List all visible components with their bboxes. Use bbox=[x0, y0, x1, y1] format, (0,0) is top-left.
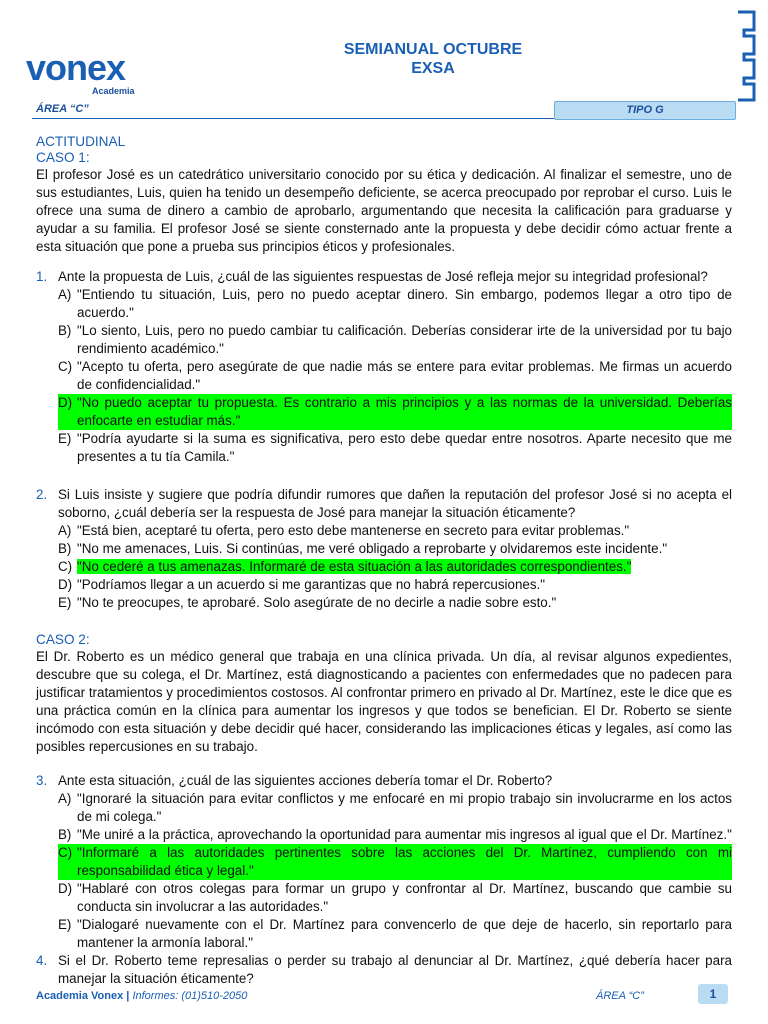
option-text: "Hablaré con otros colegas para formar un grupo y confrontar al Dr. Martínez, buscando que cambie su conducta sin involucrar a las autoridades." bbox=[77, 881, 732, 914]
question-text: Si Luis insiste y sugiere que podría difundir rumores que dañen la reputación del profesor José si no acepta el soborno, ¿cuál debería ser la respuesta de José para manejar la situación éticamente? bbox=[58, 487, 732, 520]
exam-title-line2: EXSA bbox=[411, 60, 455, 77]
footer-informes: Informes: (01)510-2050 bbox=[132, 990, 248, 1002]
option-c bbox=[58, 358, 732, 394]
option-text: "Informaré a las autoridades pertinentes sobre las acciones del Dr. Martínez, cumpliendo con mi responsabilidad ética y legal." bbox=[77, 845, 732, 878]
option-letter: D) bbox=[58, 395, 73, 410]
option-letter: E) bbox=[58, 595, 72, 610]
option-text: "Me uniré a la práctica, aprovechando la oportunidad para aumentar mis ingresos al igual que el Dr. Martínez." bbox=[77, 827, 732, 842]
footer-brand: Academia Vonex bbox=[36, 990, 124, 1002]
question-number: 2. bbox=[36, 487, 48, 502]
question-2 bbox=[36, 486, 732, 612]
question-number: 3. bbox=[36, 773, 48, 788]
header-rule bbox=[32, 118, 554, 119]
option-letter: C) bbox=[58, 845, 73, 860]
option-d bbox=[58, 880, 732, 916]
question-3 bbox=[36, 772, 732, 952]
area-label: ÁREA “C” bbox=[36, 103, 89, 115]
footer-separator: | bbox=[126, 990, 130, 1002]
question-text: Ante esta situación, ¿cuál de las siguientes acciones debería tomar el Dr. Roberto? bbox=[58, 773, 553, 788]
logo-small-text: Academia bbox=[92, 86, 135, 96]
option-text: "Podría ayudarte si la suma es significativa, pero esto debe quedar entre nosotros. Aparte necesito que me presentes a tu tía Camila." bbox=[77, 431, 732, 464]
option-a bbox=[58, 790, 732, 826]
case1-label: CASO 1: bbox=[36, 150, 90, 165]
option-e bbox=[58, 594, 732, 612]
option-a bbox=[58, 286, 732, 322]
corner-bracket-decoration-icon bbox=[734, 8, 758, 104]
option-c-highlighted bbox=[58, 558, 732, 576]
option-b bbox=[58, 826, 732, 844]
case2-label: CASO 2: bbox=[36, 632, 90, 647]
option-d-highlighted bbox=[58, 394, 732, 430]
page-number: 1 bbox=[698, 984, 728, 1004]
option-e bbox=[58, 916, 732, 952]
option-c-highlighted bbox=[58, 844, 732, 880]
option-letter: A) bbox=[58, 287, 72, 302]
logo-main-text: vonex bbox=[26, 47, 126, 88]
option-b bbox=[58, 540, 732, 558]
option-letter: E) bbox=[58, 917, 72, 932]
option-text: "Podríamos llegar a un acuerdo si me garantizas que no habrá repercusiones." bbox=[77, 577, 546, 592]
option-letter: E) bbox=[58, 431, 72, 446]
option-text: "No me amenaces, Luis. Si continúas, me veré obligado a reprobarte y olvidaremos este incidente." bbox=[77, 541, 668, 556]
option-e bbox=[58, 430, 732, 466]
option-letter: C) bbox=[58, 359, 73, 374]
option-letter: D) bbox=[58, 577, 73, 592]
option-b bbox=[58, 322, 732, 358]
question-4 bbox=[36, 952, 732, 988]
case1-text: El profesor José es un catedrático universitario conocido por su ética y dedicación. Al finalizar el semestre, uno de sus estudiantes, Luis, quien ha tenido un desempeño deficiente, se acerca preocupado por reprobar el curso. Luis le ofrece una suma de dinero a cambio de aprobarlo, argumentando que necesita la calificación para graduarse y ayudar a su familia. El profesor José se siente consternado ante la propuesta y debe decidir cómo actuar frente a esta situación que pone a prueba sus principios éticos y profesionales. bbox=[36, 167, 732, 254]
option-letter: A) bbox=[58, 791, 72, 806]
question-text: Si el Dr. Roberto teme represalias o perder su trabajo al denunciar al Dr. Martínez, ¿qué debería hacer para manejar la situación éticamente? bbox=[58, 953, 732, 986]
question-number: 4. bbox=[36, 953, 48, 968]
tipo-badge: TIPO G bbox=[554, 101, 736, 120]
question-number: 1. bbox=[36, 269, 48, 284]
option-text: "Está bien, aceptaré tu oferta, pero esto debe mantenerse en secreto para evitar problemas." bbox=[77, 523, 630, 538]
option-text: "Acepto tu oferta, pero asegúrate de que nadie más se entere para evitar problemas. Me firmas un acuerdo de confidencialidad." bbox=[77, 359, 732, 392]
exam-content bbox=[36, 134, 732, 988]
option-a bbox=[58, 522, 732, 540]
exam-title bbox=[250, 40, 616, 78]
option-text: "No puedo aceptar tu propuesta. Es contrario a mis principios y a las normas de la universidad. Deberías enfocarte en estudiar más." bbox=[77, 395, 732, 428]
exam-title-line1: SEMIANUAL OCTUBRE bbox=[343, 41, 523, 58]
option-text: "Dialogaré nuevamente con el Dr. Martínez para convencerlo de que deje de hacerlo, sin reportarlo para mantener la armonía laboral." bbox=[77, 917, 732, 950]
option-d bbox=[58, 576, 732, 594]
section-label: ACTITUDINAL bbox=[36, 134, 126, 149]
option-text: "No te preocupes, te aprobaré. Solo asegúrate de no decirle a nadie sobre esto." bbox=[77, 595, 557, 610]
question-text: Ante la propuesta de Luis, ¿cuál de las siguientes respuestas de José refleja mejor su integridad profesional? bbox=[58, 269, 708, 284]
option-text: "Ignoraré la situación para evitar conflictos y me enfocaré en mi propio trabajo sin involucrarme en los actos de mi colega." bbox=[77, 791, 732, 824]
question-1 bbox=[36, 268, 732, 466]
option-letter: C) bbox=[58, 559, 73, 574]
option-letter: B) bbox=[58, 323, 72, 338]
option-letter: B) bbox=[58, 541, 72, 556]
option-letter: B) bbox=[58, 827, 72, 842]
option-text: "Lo siento, Luis, pero no puedo cambiar tu calificación. Deberías considerar irte de la universidad por tu bajo rendimiento académico." bbox=[77, 323, 732, 356]
option-text: "No cederé a tus amenazas. Informaré de esta situación a las autoridades correspondientes." bbox=[77, 559, 632, 574]
footer-area: ÁREA “C” bbox=[596, 990, 644, 1002]
page-footer bbox=[36, 987, 732, 1006]
case2-text: El Dr. Roberto es un médico general que trabaja en una clínica privada. Un día, al revisar algunos expedientes, descubre que su colega, el Dr. Martínez, está diagnosticando a pacientes con enfermedades que no padecen para justificar tratamientos y procedimientos costosos. Al confrontar primero en privado al Dr. Martínez, este le dice que es una práctica común en la clínica para aumentar los ingresos y que todos se benefician. El Dr. Roberto se siente incómodo con esta situación y debe decidir qué hacer, considerando las implicaciones éticas y legales, así como las posibles repercusiones en su trabajo. bbox=[36, 649, 732, 754]
option-letter: A) bbox=[58, 523, 72, 538]
option-text: "Entiendo tu situación, Luis, pero no puedo aceptar dinero. Sin embargo, podemos llegar a otro tipo de acuerdo." bbox=[77, 287, 732, 320]
option-letter: D) bbox=[58, 881, 73, 896]
academia-vonex-logo bbox=[26, 42, 156, 96]
